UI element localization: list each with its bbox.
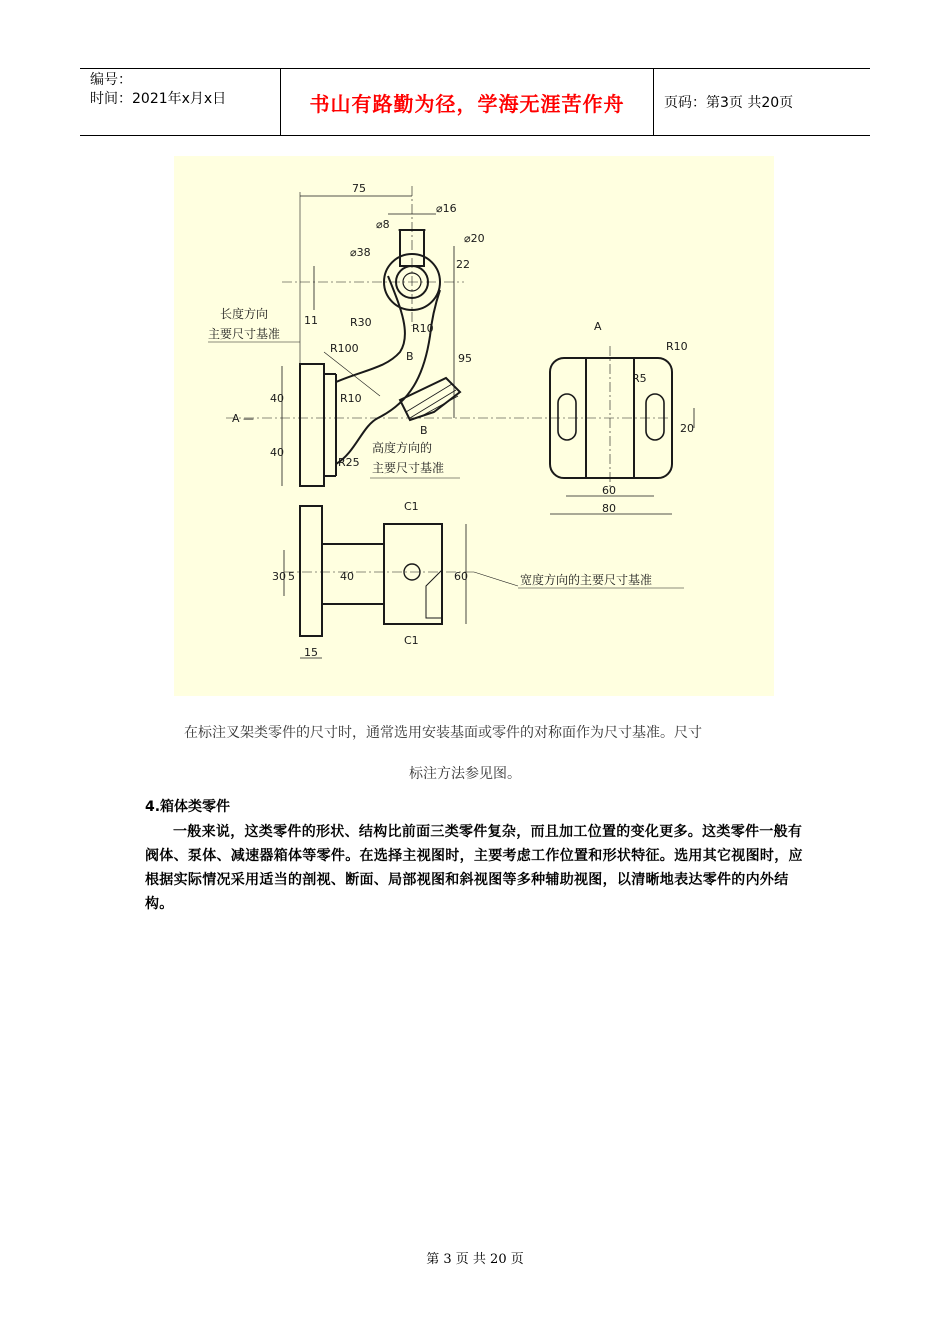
dim-r10-lower: R10 [340, 392, 362, 405]
dim-20: ⌀20 [464, 232, 485, 245]
drawing-canvas [174, 156, 774, 696]
dim-5-top: 5 [288, 570, 295, 583]
dim-38: ⌀38 [350, 246, 371, 259]
header-page-info: 页码：第3页 共20页 [664, 95, 794, 111]
view-arrow-a: A — [232, 412, 255, 425]
width-datum-label: 宽度方向的主要尺寸基准 [520, 573, 653, 587]
dim-60-top: 60 [454, 570, 468, 583]
dim-22: 22 [456, 258, 470, 271]
dim-80-side: 80 [602, 502, 616, 515]
length-datum-label-1: 长度方向 [220, 307, 269, 321]
page-header [80, 68, 870, 136]
dim-20-side: 20 [680, 422, 694, 435]
section-mark-b-upper: B [406, 350, 414, 363]
dim-60-side: 60 [602, 484, 616, 497]
document-number: 编号： [90, 72, 132, 88]
page-footer: 第 3 页 共 20 页 [426, 1252, 524, 1267]
dim-16: ⌀16 [436, 202, 457, 215]
top-view-boss [384, 524, 442, 624]
section-mark-b-lower: B [420, 424, 428, 437]
dim-r10-upper: R10 [412, 322, 434, 335]
dim-30-top: 30 [272, 570, 286, 583]
arm-outline-lower [336, 276, 405, 382]
dim-r10-side: R10 [666, 340, 688, 353]
length-datum-label-2: 主要尺寸基准 [208, 327, 281, 341]
dim-r25: R25 [338, 456, 360, 469]
dim-r5: R5 [632, 372, 647, 385]
header-page-info-cell [654, 69, 870, 135]
header-motto-cell [281, 69, 654, 135]
dim-15-top: 15 [304, 646, 318, 659]
dim-40-lower: 40 [270, 446, 284, 459]
section-title: 4.箱体类零件 [145, 799, 231, 815]
dim-c1-upper: C1 [404, 500, 419, 513]
dim-95: 95 [458, 352, 472, 365]
dim-r30: R30 [350, 316, 372, 329]
base-plate [300, 364, 324, 486]
section-paragraph: 一般来说，这类零件的形状、结构比前面三类零件复杂，而且加工位置的变化更多。这类零件一般有阀体、泵体、减速器箱体等零件。在选择主视图时，主要考虑工作位置和形状特征。选用其它视图时，应根据实际情况采用适当的剖视、断面、局部视图和斜视图等多种辅助视图，以清晰地表达零件的内外结构。 [145, 824, 803, 912]
dim-c1-lower: C1 [404, 634, 419, 647]
header-motto: 书山有路勤为径，学海无涯苦作舟 [309, 91, 625, 116]
side-view-label-a: A [594, 320, 602, 333]
fork-bracket-drawing [174, 156, 774, 696]
dim-8: ⌀8 [376, 218, 390, 231]
top-view-plate [300, 506, 322, 636]
header-meta [80, 69, 281, 135]
dim-75: 75 [352, 182, 366, 195]
height-datum-label-1: 高度方向的 [372, 441, 433, 455]
figure-caption-line-2: 标注方法参见图。 [409, 766, 521, 782]
dim-40-top: 40 [340, 570, 354, 583]
figure-caption-line-1: 在标注叉架类零件的尺寸时，通常选用安装基面或零件的对称面作为尺寸基准。尺寸 [184, 725, 702, 741]
height-datum-label-2: 主要尺寸基准 [372, 461, 445, 475]
dim-11: 11 [304, 314, 318, 327]
dim-r100: R100 [330, 342, 359, 355]
document-date: 时间：2021年x月x日 [90, 91, 227, 107]
dim-40-upper: 40 [270, 392, 284, 405]
